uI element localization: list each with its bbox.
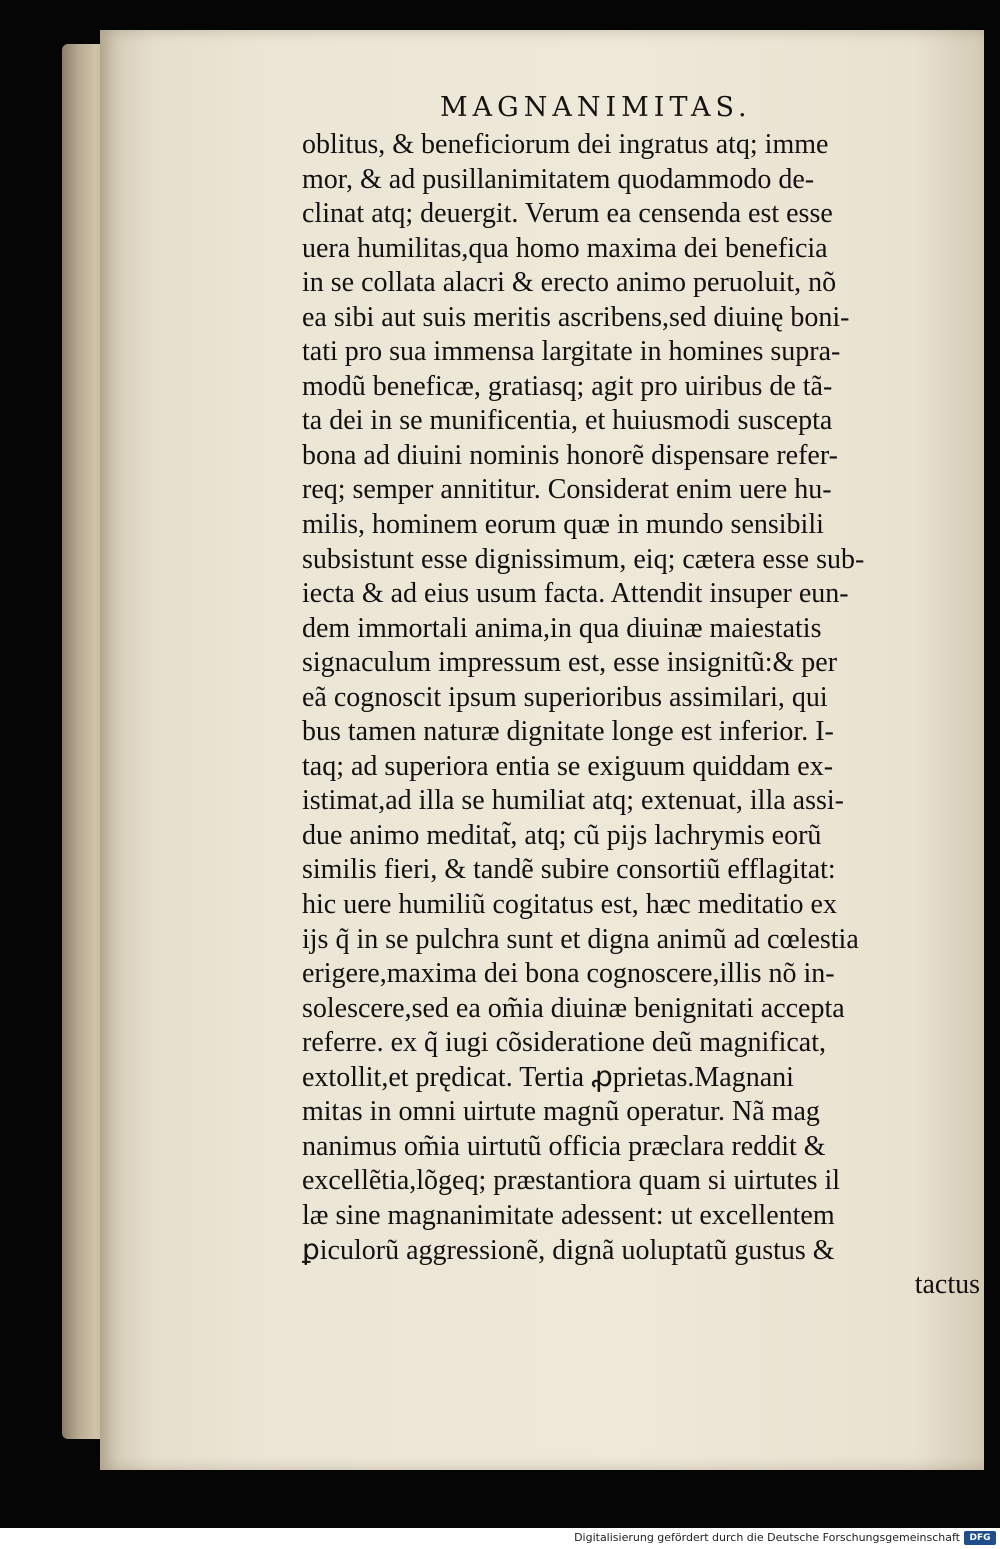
- text-line: uera humilitas,qua homo maxima dei beneficia: [302, 232, 828, 264]
- text-line: solescere,sed ea om̃ia diuinæ benignitati accepta: [302, 992, 845, 1024]
- text-line: iecta & ad eius usum facta. Attendit insuper eun-: [302, 578, 849, 610]
- text-line: clinat atq; deuergit. Verum ea censenda est esse: [302, 198, 833, 230]
- text-line: taq; ad superiora entia se exiguum quiddam ex-: [302, 750, 834, 782]
- text-line: dem immortali anima,in qua diuinæ maiestatis: [302, 612, 822, 644]
- text-line: bona ad diuini nominis honorẽ dispensare refer-: [302, 439, 838, 471]
- text-line: due animo meditat̃, atq; cũ pijs lachrymis eorũ: [302, 819, 822, 851]
- text-line: signaculum impressum est, esse insignitũ:& per: [302, 647, 838, 679]
- text-line: ea sibi aut suis meritis ascribens,sed diuinę boni-: [302, 301, 850, 333]
- text-line: ta dei in se munificentia, et huiusmodi suscepta: [302, 405, 833, 437]
- text-line: modũ beneficæ, gratiasq; agit pro uiribus de tã-: [302, 370, 833, 402]
- funding-note: Digitalisierung gefördert durch die Deutsche Forschungsgemeinschaft: [574, 1531, 960, 1544]
- text-line: erigere,maxima dei bona cognoscere,illis nõ in-: [302, 958, 835, 990]
- text-line: bus tamen naturæ dignitate longe est inferior. I-: [302, 716, 834, 748]
- text-line: extollit,et prędicat. Tertia ꝓprietas.Magnani: [302, 1061, 794, 1093]
- text-line: req; semper annititur. Considerat enim uere hu-: [302, 474, 832, 506]
- text-line: ijs q̃ in se pulchra sunt et digna animũ ad cœlestia: [302, 923, 859, 955]
- body-text: [302, 128, 980, 1303]
- text-line: hic uere humiliũ cogitatus est, hæc meditatio ex: [302, 889, 837, 921]
- text-line: mor, & ad pusillanimitatem quodammodo de-: [302, 163, 815, 195]
- text-line: similis fieri, & tandẽ subire consortiũ efflagitat:: [302, 854, 836, 886]
- text-line: eã cognoscit ipsum superioribus assimilari, qui: [302, 681, 828, 713]
- text-line: mitas in omni uirtute magnũ operatur. Nã mag: [302, 1096, 820, 1128]
- running-head: MAGNANIMITAS.: [440, 92, 752, 123]
- text-line: læ sine magnanimitate adessent: ut excellentem: [302, 1199, 835, 1231]
- dfg-logo: DFG: [964, 1531, 996, 1545]
- text-line: tati pro sua immensa largitate in homines supra-: [302, 336, 841, 368]
- text-line: referre. ex q̃ iugi cõsideratione deũ magnificat,: [302, 1027, 826, 1059]
- text-line: excellẽtia,lõgeq; præstantiora quam si uirtutes il: [302, 1165, 841, 1197]
- catchword: tactus: [914, 1269, 980, 1301]
- text-line: milis, hominem eorum quæ in mundo sensibili: [302, 509, 824, 541]
- text-line: oblitus, & beneficiorum dei ingratus atq; imme: [302, 129, 829, 160]
- text-line: nanimus om̃ia uirtutũ officia præclara reddit &: [302, 1130, 826, 1162]
- footer-bar: [0, 1528, 1000, 1549]
- text-line: subsistunt esse dignissimum, eiq; cætera esse sub-: [302, 543, 865, 575]
- text-line: istimat,ad illa se humiliat atq; extenuat, illa assi-: [302, 785, 844, 817]
- text-line: ꝑiculorũ aggressionẽ, dignã uoluptatũ gustus &: [302, 1234, 835, 1266]
- text-line: in se collata alacri & erecto animo peruoluit, nõ: [302, 267, 837, 299]
